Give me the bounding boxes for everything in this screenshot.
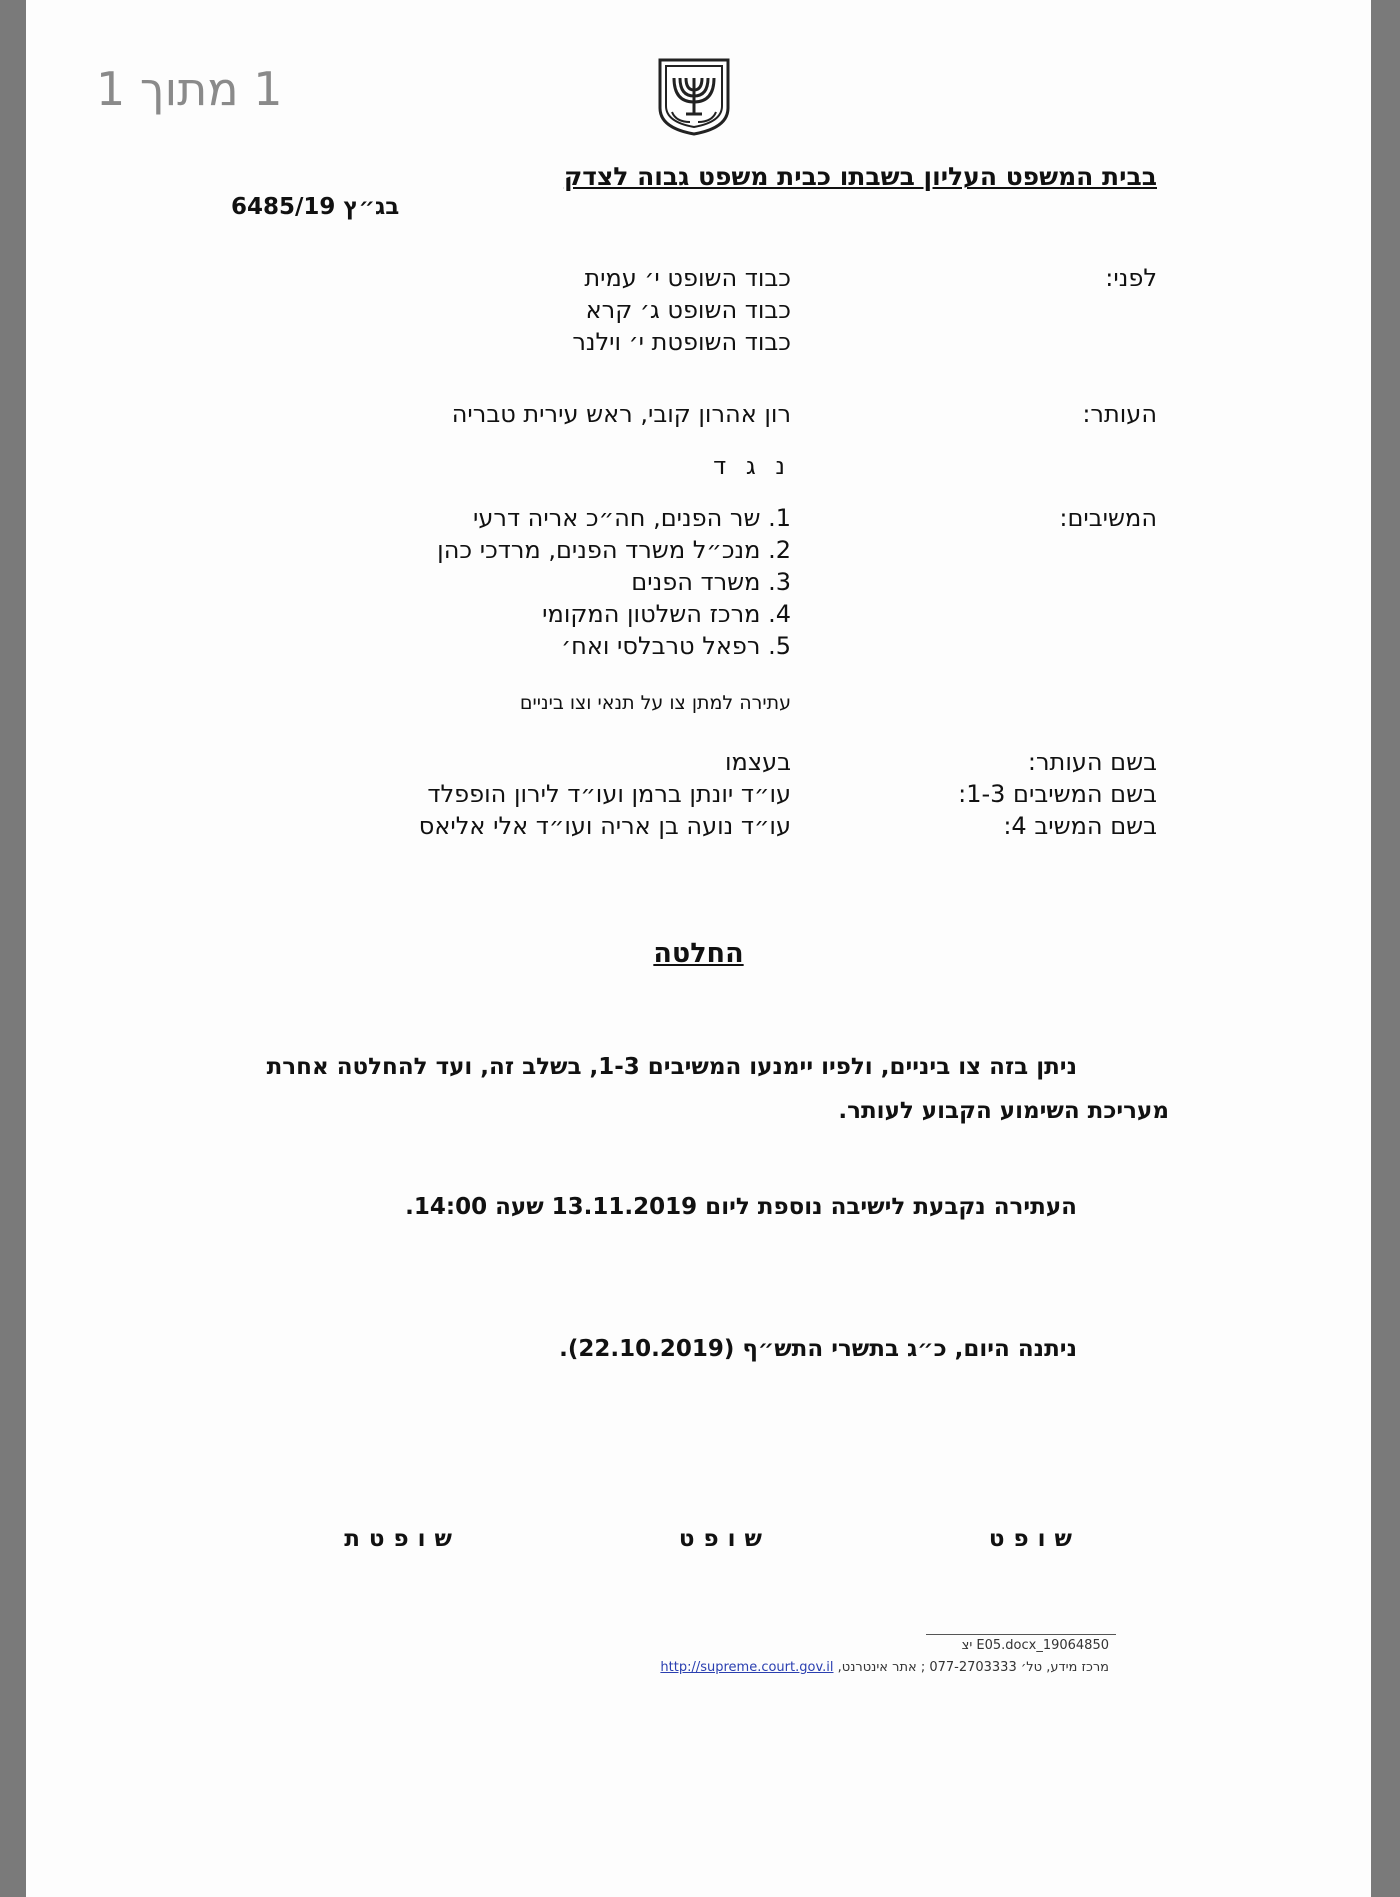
- signature-judge-3: שופטת: [344, 1526, 461, 1552]
- respondent-1: 1. שר הפנים, חה״כ אריה דרעי: [473, 504, 791, 532]
- respondent-5: 5. רפאל טרבלסי ואח׳: [561, 632, 791, 660]
- petitioner-name: רון אהרון קובי, ראש עירית טבריה: [451, 400, 791, 428]
- respondent-4: 4. מרכז השלטון המקומי: [542, 600, 791, 628]
- judge-3: כבוד השופטת י׳ וילנר: [572, 328, 791, 356]
- rep-value-respondent-4: עו״ד נועה בן אריה ועו״ד אלי אליאס: [418, 812, 791, 840]
- footer-contact-line: [660, 1660, 1109, 1675]
- page-counter: 1 מתוך 1: [96, 62, 283, 116]
- respondent-3: 3. משרד הפנים: [631, 568, 791, 596]
- rep-value-respondents-1-3: עו״ד יונתן ברמן ועו״ד לירון הופפלד: [427, 780, 791, 808]
- rep-label-petitioner: בשם העותר:: [1027, 748, 1157, 776]
- respondents-label: המשיבים:: [1059, 504, 1157, 532]
- rep-value-petitioner: בעצמו: [725, 748, 791, 776]
- motion-title: עתירה למתן צו על תנאי וצו ביניים: [519, 692, 791, 714]
- given-date-line: ניתנה היום, כ״ג בתשרי התש״ף (22.10.2019).: [559, 1336, 1077, 1362]
- respondent-2: 2. מנכ״ל משרד הפנים, מרדכי כהן: [437, 536, 791, 564]
- judge-1: כבוד השופט י׳ עמית: [584, 264, 791, 292]
- before-label: לפני:: [1105, 264, 1157, 292]
- footer-file-line: 19064850_E05.docx יצ: [961, 1638, 1109, 1653]
- signature-judge-1: שופט: [988, 1526, 1081, 1552]
- signature-judge-2: שופט: [678, 1526, 771, 1552]
- judge-2: כבוד השופט ג׳ קרא: [585, 296, 791, 324]
- decision-paragraph-line2: מעריכת השימוע הקבוע לעותר.: [838, 1098, 1169, 1124]
- rep-label-respondents-1-3: בשם המשיבים 1-3:: [958, 780, 1157, 808]
- decision-heading: החלטה: [653, 938, 744, 969]
- versus: נ ג ד: [713, 452, 791, 480]
- state-emblem-icon: [654, 56, 734, 136]
- court-title: בבית המשפט העליון בשבתו כבית משפט גבוה לצדק: [563, 162, 1157, 191]
- footer-divider: [926, 1634, 1116, 1635]
- rep-label-respondent-4: בשם המשיב 4:: [1003, 812, 1157, 840]
- footer-url-link[interactable]: http://supreme.court.gov.il: [660, 1660, 834, 1675]
- case-number: בג״ץ 6485/19: [231, 194, 400, 220]
- petitioner-label: העותר:: [1082, 400, 1157, 428]
- hearing-line: העתירה נקבעת לישיבה נוספת ליום 13.11.2019 שעה 14:00.: [405, 1194, 1077, 1220]
- footer-contact-text: מרכז מידע, טל׳ 077-2703333 ; אתר אינטרנט,: [837, 1660, 1109, 1675]
- document-page: [26, 0, 1371, 1897]
- decision-paragraph-line1: ניתן בזה צו ביניים, ולפיו יימנעו המשיבים 1-3, בשלב זה, ועד להחלטה אחרת: [266, 1054, 1077, 1080]
